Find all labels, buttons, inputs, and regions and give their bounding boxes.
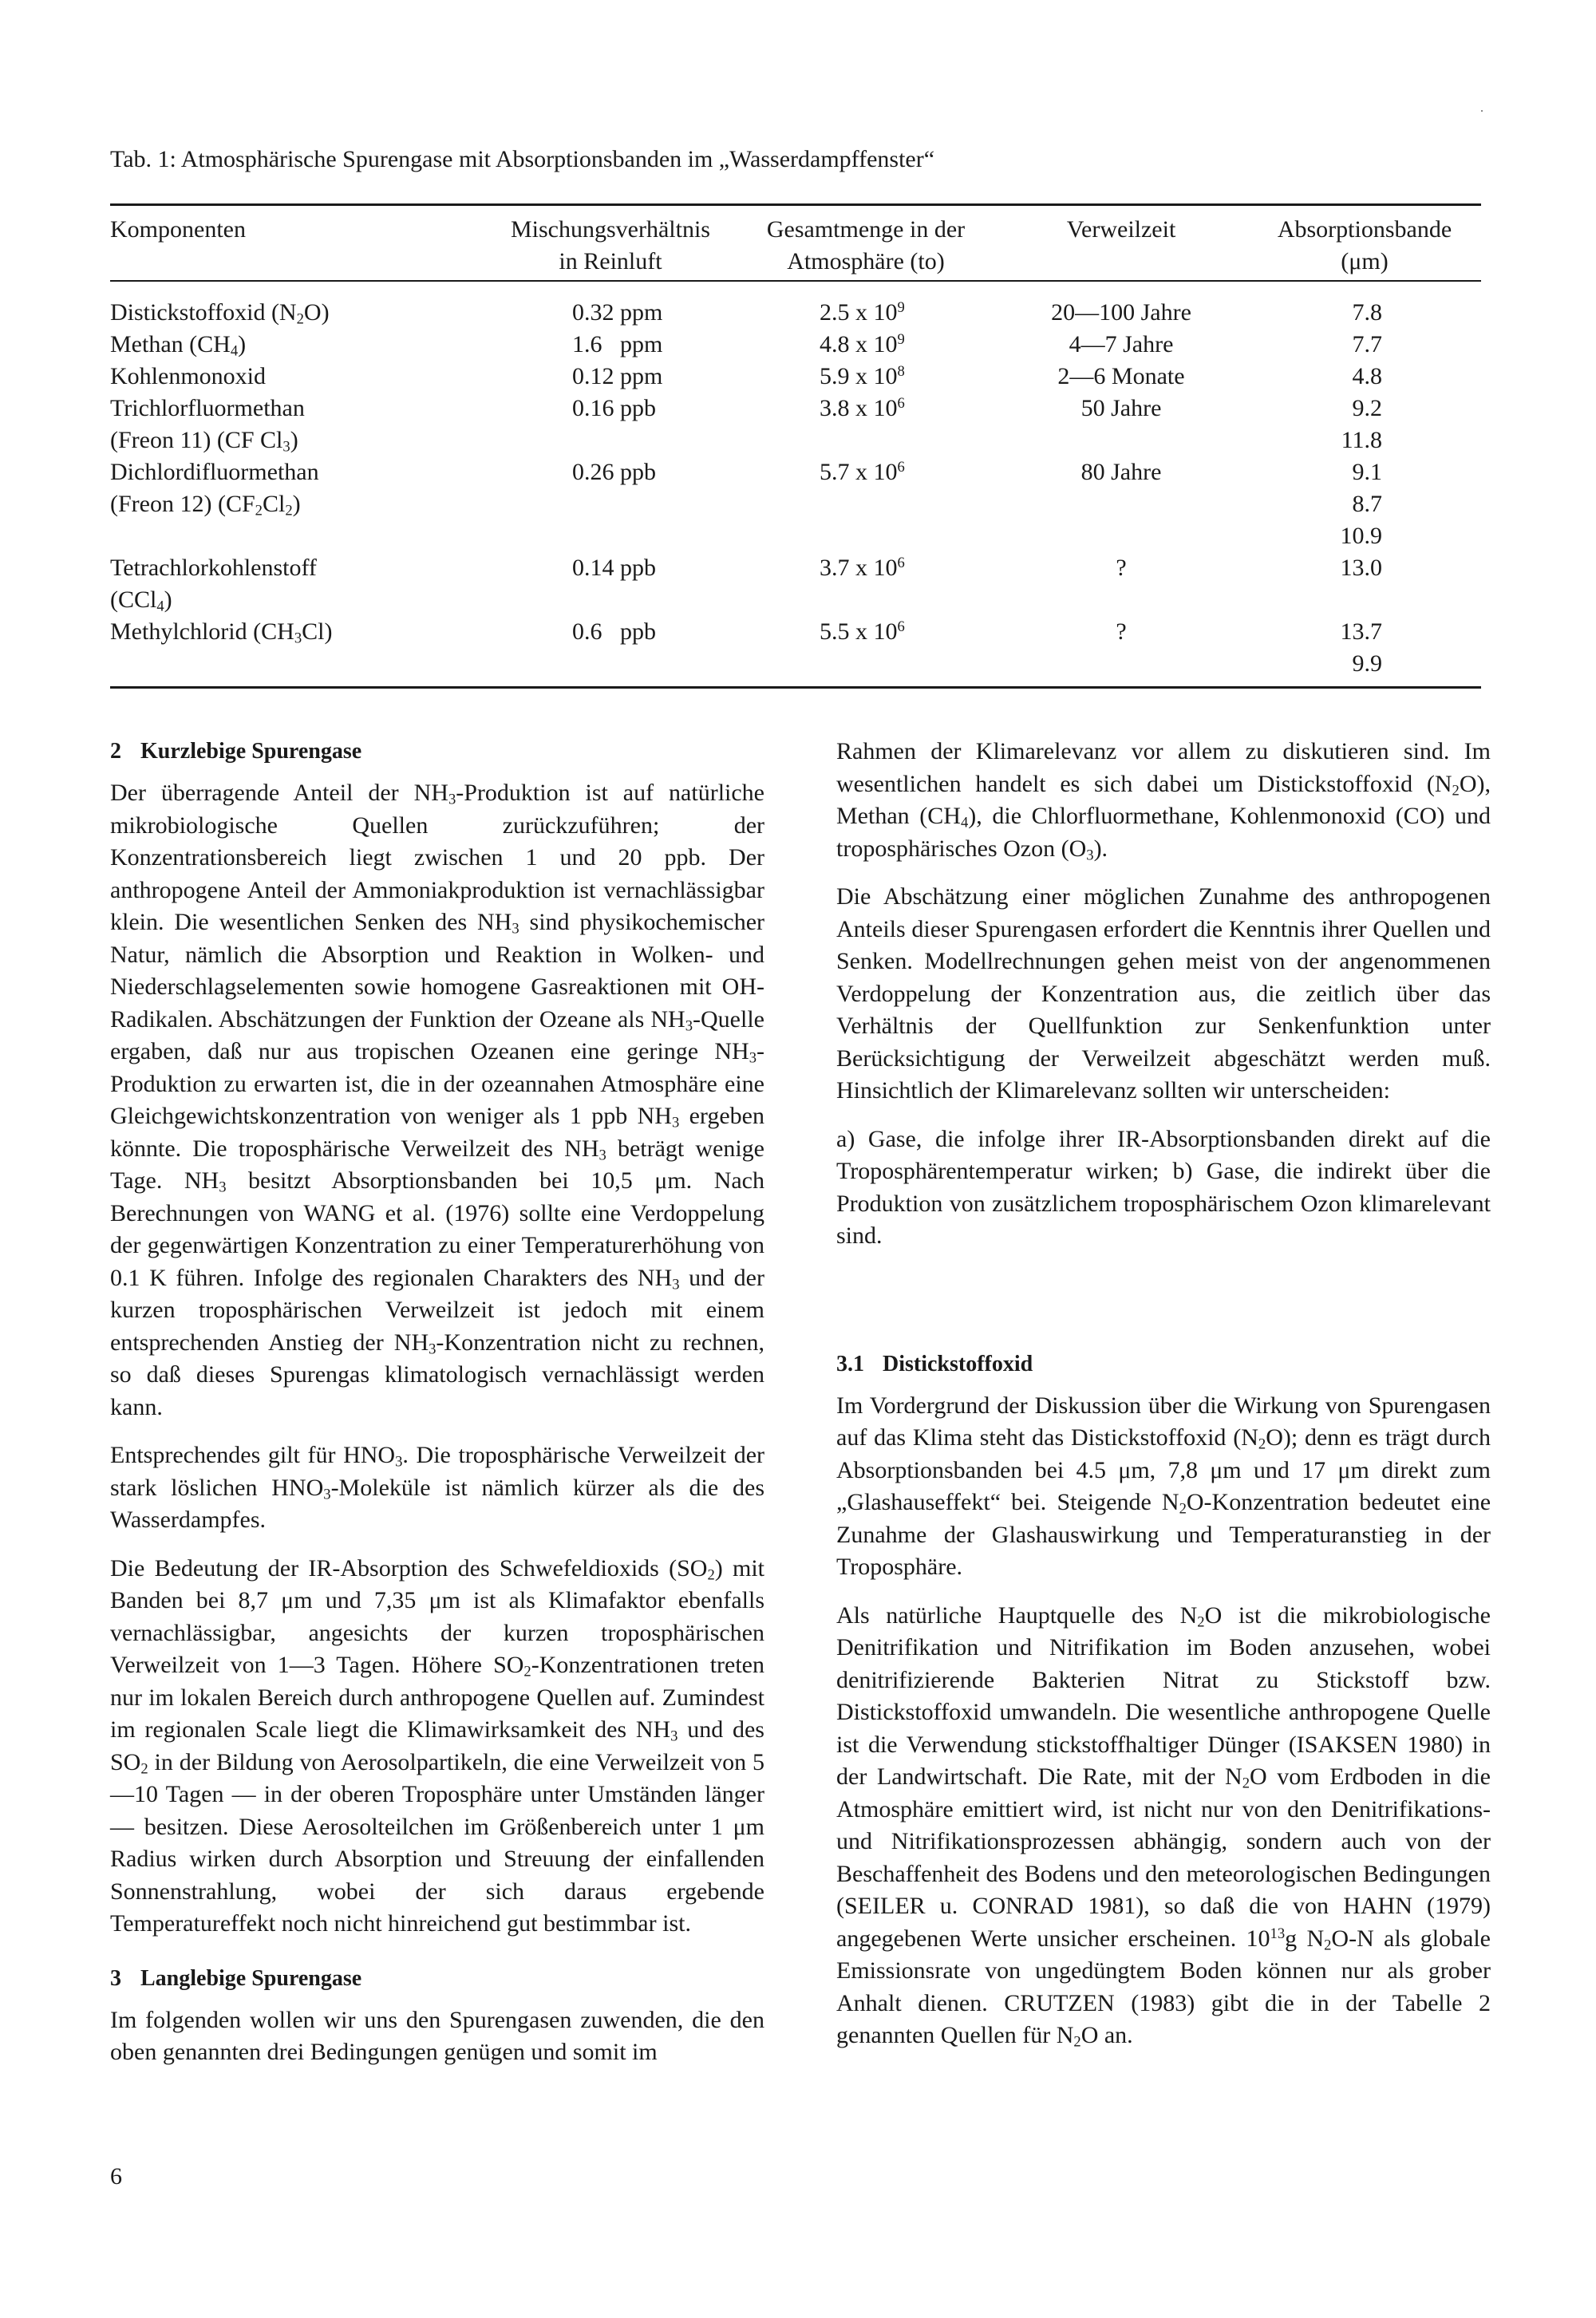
mixing-ratio: 0.6 ppb (572, 618, 656, 645)
paragraph: Die Abschätzung einer möglichen Zunahme des anthropogenen Anteils dieser Spurengasen erfordert die Kenntnis ihrer Quellen und Senken. Modellrechnungen gehen meist von der angenommenen Verdoppelung der Konzentration aus, die zeitlich über das Verhältnis der Quellfunktion zur Senkenfunktion unter Berücksichtigung der Verweilzeit abgeschätzt werden muß. Hinsichtlich der Klimarelevanz sollten wir unterscheiden: (836, 883, 1491, 1104)
mixing-ratio: 0.26 ppb (572, 459, 656, 485)
component-name: Kohlenmonoxid (110, 363, 266, 389)
paragraph: Im folgenden wollen wir uns den Spurengasen zuwenden, die den oben genannten drei Bedingungen genügen und somit im (110, 2006, 764, 2065)
column-header-absorption-band: Absorptionsbande (μm) (1277, 216, 1452, 274)
column-header-total-amount: Gesamtmenge in der Atmosphäre (to) (766, 216, 966, 274)
absorption-band: 13.0 (1340, 555, 1382, 581)
paragraph: Entsprechendes gilt für $HNO_3$. Die troposphärische Verweilzeit der stark löslichen $HNO_3$-Moleküle ist nämlich kürzer als die des Wasserdampfes. (110, 1442, 765, 1533)
column-header-components: Komponenten (110, 216, 246, 243)
table-header-rule (110, 280, 1481, 282)
residence-time: 4—7 Jahre (1069, 331, 1174, 357)
paragraph: a) Gase, die infolge ihrer IR-Absorptionsbanden direkt auf die Troposphärentemperatur wirken; b) Gase, die indirekt über die Produktion von zusätzlichem troposphärischem Ozon klimarelevant sind. (836, 1125, 1491, 1249)
component-name: Dichlordifluormethan (Freon 12) $(CF_2Cl_2)$ (110, 459, 319, 519)
absorption-band: 9.1 8.7 10.9 (1340, 459, 1382, 549)
total-amount: 2.5 x $10^9$ (820, 298, 905, 326)
table-row (0, 456, 1596, 552)
table-row (0, 552, 1596, 616)
paragraph: Im Vordergrund der Diskussion über die Wirkung von Spurengasen auf das Klima steht das Distickstoffoxid $(N_2O)$; denn es trägt durch Absorptionsbanden bei 4.5 μm, 7,8 μm und 17 μm direkt zum „Glashauseffekt“ bei. Steigende $N_2O$-Konzentration bedeutet eine Zunahme der Glashauswirkung und Temperaturanstieg in der Troposphäre. (836, 1392, 1491, 1580)
mixing-ratio: 1.6 ppm (572, 331, 663, 357)
table-row (0, 297, 1596, 329)
total-amount: 4.8 x $10^9$ (820, 330, 905, 357)
table-body (0, 297, 1596, 680)
paragraph: Als natürliche Hauptquelle des $N_2O$ ist die mikrobiologische Denitrifikation und Nitrifikation im Boden anzusehen, wobei denitrifizierende Bakterien Nitrat zu Stickstoff bzw. Distickstoffoxid umwandeln. Die wesentliche anthropogene Quelle ist die Verwendung stickstoffhaltiger Dünger (ISAKSEN 1980) in der Landwirtschaft. Die Rate, mit der $N_2O$ vom Erdboden in die Atmosphäre emittiert wird, ist nicht nur von den Denitrifikations- und Nitrifikationsprozessen abhängig, sondern auch von der Beschaffenheit des Bodens und den meteorologischen Bedingungen (SEILER u. CONRAD 1981), so daß die von HAHN (1979) angegebenen Werte unsicher erscheinen. $10^{13}g$ $N_2O-N$ als globale Emissionsrate von ungedüngtem Boden können nur als grober Anhalt dienen. CRUTZEN (1983) gibt die in der Tabelle 2 genannten Quellen für $N_2O$ an. (836, 1601, 1491, 2051)
total-amount: 5.7 x $10^6$ (820, 458, 905, 485)
table-row (0, 361, 1596, 393)
mixing-ratio: 0.16 ppb (572, 395, 656, 421)
section-heading-2: 2 Kurzlebige Spurengase (110, 739, 362, 764)
left-column (110, 736, 764, 2085)
section-heading-3-1: 3.1 Distickstoffoxid (836, 1351, 1033, 1376)
residence-time: 20—100 Jahre (1051, 299, 1191, 326)
residence-time: ? (1116, 618, 1127, 645)
component-name: Methan $(CH_4)$ (110, 331, 247, 360)
table-caption: Tab. 1: Atmosphärische Spurengase mit Absorptionsbanden im „Wasserdampffenster“ (110, 146, 935, 172)
column-header-mixing-ratio: Mischungsverhältnis in Reinluft (511, 216, 710, 274)
table-top-rule (110, 203, 1481, 206)
absorption-band: 9.2 11.8 (1341, 395, 1382, 453)
mixing-ratio: 0.32 ppm (572, 299, 663, 326)
residence-time: 50 Jahre (1080, 395, 1162, 421)
table-row (0, 329, 1596, 361)
absorption-band: 4.8 (1352, 363, 1382, 389)
total-amount: 5.5 x $10^6$ (820, 618, 905, 645)
total-amount: 3.7 x $10^6$ (820, 554, 905, 581)
component-name: Trichlorfluormethan (Freon 11) (CF $Cl_3$) (110, 395, 305, 456)
total-amount: 5.9 x $10^8$ (820, 362, 905, 389)
mixing-ratio: 0.12 ppm (572, 363, 663, 389)
paragraph: Der überragende Anteil der $NH_3$-Produktion ist auf natürliche mikrobiologische Quellen zurückzuführen; der Konzentrationsbereich liegt zwischen 1 und 20 ppb. Der anthropogene Anteil der Ammoniakproduktion ist vernachlässigbar klein. Die wesentlichen Senken des $NH_3$ sind physikochemischer Natur, nämlich die Absorption und Reaktion in Wolken- und Niederschlagselementen sowie homogene Gasreaktionen mit OH-Radikalen. Abschätzungen der Funktion der Ozeane als $NH_3$-Quelle ergaben, daß nur aus tropischen Ozeanen eine geringe $NH_3$-Produktion zu erwarten ist, die in der ozeannahen Atmosphäre eine Gleichgewichtskonzentration von weniger als 1 ppb $NH_3$ ergeben könnte. Die troposphärische Verweilzeit des $NH_3$ beträgt wenige Tage. $NH_3$ besitzt Absorptionsbanden bei 10,5 μm. Nach Berechnungen von WANG et al. (1976) sollte eine Verdoppelung der gegenwärtigen Konzentration zu einer Temperaturerhöhung von 0.1 K führen. Infolge des regionalen Charakters des $NH_3$ und der kurzen troposphärischen Verweilzeit ist jedoch mit einem entsprechenden Anstieg der $NH_3$-Konzentration nicht zu rechnen, so daß dieses Spurengas klimatologisch vernachlässigt werden kann. (110, 780, 764, 1420)
column-header-residence-time: Verweilzeit (1066, 216, 1176, 243)
component-name: Distickstoffoxid $(N_2O)$ (110, 299, 330, 328)
right-column (836, 736, 1491, 2068)
paragraph: Die Bedeutung der IR-Absorption des Schwefeldioxids $(SO_2)$ mit Banden bei 8,7 μm und 7,35 μm ist als Klimafaktor ebenfalls vernachlässigbar, angesichts der kurzen troposphärischen Verweilzeit von 1—3 Tagen. Höhere $SO_2$-Konzentrationen treten nur im lokalen Bereich durch anthropogene Quellen auf. Zumindest im regionalen Scale liegt die Klimawirksamkeit des $NH_3$ und des $SO_2$ in der Bildung von Aerosolpartikeln, die eine Verweilzeit von 5—10 Tagen — in der oberen Troposphäre unter Umständen länger — besitzen. Diese Aerosolteilchen im Größenbereich unter 1 μm Radius wirken durch Absorption und Streuung der einfallenden Sonnenstrahlung, wobei der sich daraus ergebende Temperatureffekt noch nicht hinreichend gut bestimmbar ist. (110, 1554, 764, 1937)
component-name: Tetrachlorkohlenstoff (CCl$_4$) (110, 555, 317, 615)
absorption-band: 13.7 9.9 (1340, 618, 1382, 677)
page-number: 6 (110, 2163, 122, 2190)
residence-time: 80 Jahre (1080, 459, 1162, 485)
section-heading-3: 3 Langlebige Spurengase (110, 1965, 362, 1991)
paragraph: Rahmen der Klimarelevanz vor allem zu diskutieren sind. Im wesentlichen handelt es sich dabei um Distickstoffoxid $(N_2O)$, Methan $(CH_4)$, die Chlorfluormethane, Kohlenmonoxid (CO) und troposphärisches Ozon $(O_3)$. (836, 738, 1491, 864)
table-bottom-rule (110, 686, 1481, 689)
absorption-band: 7.8 (1352, 299, 1382, 326)
total-amount: 3.8 x $10^6$ (820, 394, 905, 421)
component-name: Methylchlorid $(CH_3Cl)$ (110, 618, 333, 647)
scan-mark (1481, 110, 1483, 112)
residence-time: 2—6 Monate (1057, 363, 1185, 389)
section-spacer (836, 1269, 1491, 1349)
table-row (0, 393, 1596, 456)
residence-time: ? (1116, 555, 1127, 581)
absorption-band: 7.7 (1352, 331, 1382, 357)
mixing-ratio: 0.14 ppb (572, 555, 656, 581)
table-row (0, 616, 1596, 680)
